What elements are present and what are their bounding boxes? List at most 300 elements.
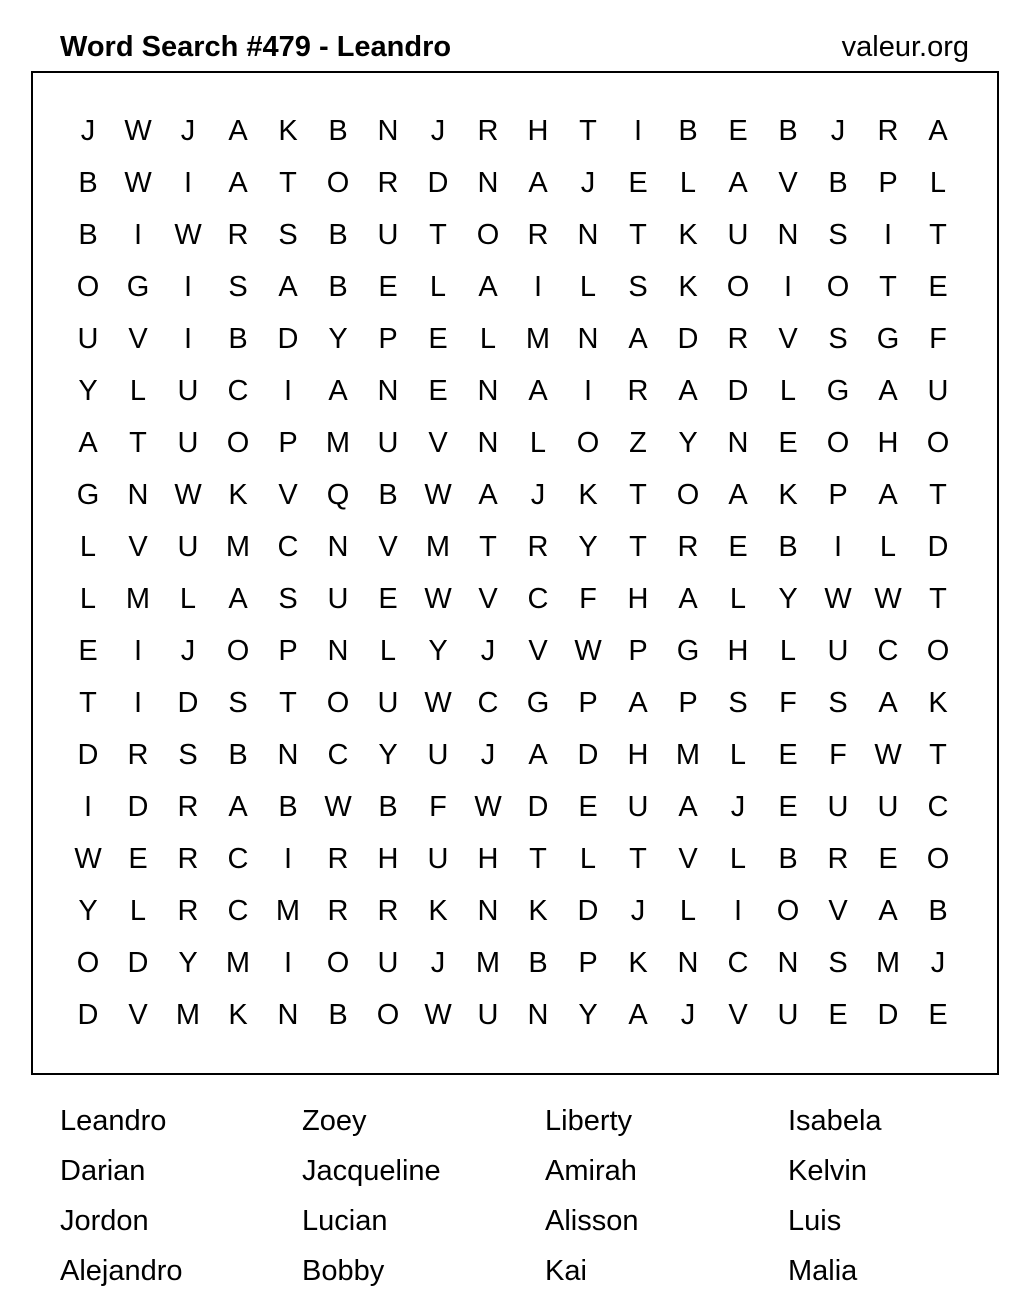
grid-cell: I [283, 843, 293, 875]
grid-cell: N [727, 427, 749, 459]
grid-row [63, 781, 963, 833]
grid-cell: O [676, 479, 700, 511]
grid-cell: T [279, 167, 297, 199]
grid-cell: A [528, 375, 548, 407]
grid-cell: E [778, 791, 798, 823]
word-list-item: Kelvin [788, 1155, 867, 1187]
grid-cell: G [676, 635, 700, 667]
grid-cell: I [183, 167, 193, 199]
grid-cell: U [777, 999, 799, 1031]
grid-cell: L [429, 271, 447, 303]
grid-cell: D [577, 739, 599, 771]
grid-cell: N [677, 947, 699, 979]
grid-cell: J [180, 115, 196, 147]
grid-cell: V [728, 999, 748, 1031]
grid-cell: J [430, 947, 446, 979]
grid-cell: E [378, 271, 398, 303]
grid-cell: N [477, 375, 499, 407]
grid-cell: H [527, 115, 549, 147]
word-list-item: Liberty [545, 1105, 633, 1137]
grid-cell: B [328, 219, 348, 251]
grid-cell: I [783, 271, 793, 303]
grid-cell: E [628, 167, 648, 199]
grid-cell: A [678, 583, 698, 615]
grid-cell: E [428, 375, 448, 407]
grid-cell: S [278, 219, 298, 251]
page-title: Word Search #479 - Leandro [60, 31, 452, 63]
grid-cell: K [278, 115, 298, 147]
grid-row [63, 573, 963, 625]
grid-cell: N [277, 739, 299, 771]
grid-cell: W [424, 479, 452, 511]
grid-cell: N [577, 323, 599, 355]
grid-cell: E [878, 843, 898, 875]
grid-cell: D [127, 947, 149, 979]
grid-cell: K [228, 999, 248, 1031]
grid-cell: J [630, 895, 646, 927]
grid-cell: B [228, 323, 248, 355]
grid-cell: B [378, 791, 398, 823]
grid-cell: P [278, 427, 298, 459]
grid-cell: S [628, 271, 648, 303]
grid-cell: V [478, 583, 498, 615]
grid-cell: D [177, 687, 199, 719]
grid-cell: I [133, 687, 143, 719]
grid-cell: R [727, 323, 749, 355]
grid-cell: M [525, 323, 551, 355]
grid-cell: I [283, 947, 293, 979]
grid-cell: O [926, 635, 950, 667]
grid-cell: I [633, 115, 643, 147]
grid-cell: Y [178, 947, 198, 979]
grid-cell: P [678, 687, 698, 719]
grid-cell: J [180, 635, 196, 667]
grid-cell: K [528, 895, 548, 927]
grid-cell: A [878, 375, 898, 407]
grid-cell: U [377, 947, 399, 979]
grid-cell: A [878, 895, 898, 927]
grid-cell: M [175, 999, 201, 1031]
grid-cell: E [928, 271, 948, 303]
grid-cell: W [874, 739, 902, 771]
grid-cell: S [828, 323, 848, 355]
grid-cell: B [328, 271, 348, 303]
grid-cell: G [826, 375, 850, 407]
grid-cell: L [679, 895, 697, 927]
grid-cell: U [877, 791, 899, 823]
grid-cell: I [183, 323, 193, 355]
grid-cell: U [177, 427, 199, 459]
grid-cell: Q [326, 479, 350, 511]
grid-cell: E [928, 999, 948, 1031]
grid-cell: L [129, 375, 147, 407]
grid-cell: P [828, 479, 848, 511]
grid-cell: D [927, 531, 949, 563]
grid-cell: A [878, 479, 898, 511]
word-list-item: Amirah [545, 1155, 637, 1187]
grid-cell: C [927, 791, 949, 823]
grid-cell: L [179, 583, 197, 615]
grid-cell: F [779, 687, 797, 719]
grid-cell: E [428, 323, 448, 355]
grid-cell: W [474, 791, 502, 823]
grid-cell: U [177, 531, 199, 563]
grid-cell: V [428, 427, 448, 459]
grid-cell: B [528, 947, 548, 979]
grid-cell: G [526, 687, 550, 719]
word-list [60, 1096, 1030, 1296]
grid-cell: V [128, 999, 148, 1031]
grid-cell: P [578, 947, 598, 979]
grid-cell: K [928, 687, 948, 719]
grid-cell: V [278, 479, 298, 511]
grid-cell: H [877, 427, 899, 459]
grid-cell: T [929, 479, 947, 511]
grid-cell: E [128, 843, 148, 875]
grid-cell: H [377, 843, 399, 875]
grid-cell: D [427, 167, 449, 199]
grid-cell: B [778, 531, 798, 563]
grid-cell: C [227, 843, 249, 875]
grid-cell: R [627, 375, 649, 407]
grid-cell: C [477, 687, 499, 719]
word-list-item: Isabela [788, 1105, 882, 1137]
grid-cell: O [326, 687, 350, 719]
grid-cell: W [874, 583, 902, 615]
grid-cell: N [477, 895, 499, 927]
grid-cell: R [377, 167, 399, 199]
grid-cell: T [529, 843, 547, 875]
grid-cell: T [629, 531, 647, 563]
grid-cell: N [777, 947, 799, 979]
grid-cell: U [327, 583, 349, 615]
grid-cell: V [528, 635, 548, 667]
grid-cell: A [78, 427, 98, 459]
grid-cell: M [875, 947, 901, 979]
grid-row [63, 105, 963, 157]
grid-cell: R [527, 219, 549, 251]
grid-cell: O [926, 843, 950, 875]
grid-cell: U [427, 843, 449, 875]
grid-cell: R [327, 895, 349, 927]
grid-cell: R [827, 843, 849, 875]
grid-cell: T [629, 843, 647, 875]
grid-cell: L [379, 635, 397, 667]
grid-cell: J [430, 115, 446, 147]
grid-cell: J [830, 115, 846, 147]
grid-cell: J [480, 739, 496, 771]
grid-cell: G [76, 479, 100, 511]
grid-cell: B [278, 791, 298, 823]
grid-cell: T [79, 687, 97, 719]
grid-cell: L [479, 323, 497, 355]
grid-cell: M [275, 895, 301, 927]
grid-row [63, 417, 963, 469]
grid-row [63, 365, 963, 417]
grid-cell: R [177, 843, 199, 875]
grid-cell: A [878, 687, 898, 719]
grid-cell: I [133, 635, 143, 667]
grid-cell: R [877, 115, 899, 147]
grid-cell: R [477, 115, 499, 147]
grid-cell: U [727, 219, 749, 251]
grid-cell: L [929, 167, 947, 199]
grid-cell: Y [778, 583, 798, 615]
grid-cell: W [424, 583, 452, 615]
grid-cell: C [727, 947, 749, 979]
grid-cell: O [326, 947, 350, 979]
grid-row [63, 625, 963, 677]
grid-cell: U [627, 791, 649, 823]
grid-cell: N [277, 999, 299, 1031]
grid-cell: O [76, 271, 100, 303]
grid-cell: H [627, 739, 649, 771]
grid-cell: Y [78, 375, 98, 407]
grid-cell: B [78, 219, 98, 251]
grid-cell: L [579, 271, 597, 303]
grid-cell: J [730, 791, 746, 823]
grid-cell: C [227, 895, 249, 927]
grid-cell: S [828, 219, 848, 251]
grid-cell: L [779, 635, 797, 667]
grid-cell: A [478, 479, 498, 511]
grid-cell: K [678, 219, 698, 251]
grid-cell: M [325, 427, 351, 459]
grid-cell: R [227, 219, 249, 251]
grid-cell: D [77, 999, 99, 1031]
word-list-item: Zoey [302, 1105, 367, 1137]
grid-cell: N [377, 115, 399, 147]
grid-cell: A [678, 375, 698, 407]
grid-cell: N [577, 219, 599, 251]
grid-cell: L [129, 895, 147, 927]
grid-cell: E [728, 531, 748, 563]
grid-cell: C [877, 635, 899, 667]
grid-cell: T [629, 479, 647, 511]
grid-cell: C [527, 583, 549, 615]
grid-cell: P [628, 635, 648, 667]
grid-cell: L [729, 583, 747, 615]
grid-cell: A [628, 999, 648, 1031]
word-list-item: Darian [60, 1155, 146, 1187]
grid-cell: O [226, 635, 250, 667]
grid-cell: O [376, 999, 400, 1031]
grid-cell: O [826, 271, 850, 303]
grid-cell: D [677, 323, 699, 355]
grid-row [63, 885, 963, 937]
grid-cell: J [680, 999, 696, 1031]
grid-cell: E [78, 635, 98, 667]
grid-cell: N [127, 479, 149, 511]
grid-cell: J [580, 167, 596, 199]
grid-cell: I [133, 219, 143, 251]
grid-cell: R [377, 895, 399, 927]
grid-cell: I [883, 219, 893, 251]
grid-cell: S [178, 739, 198, 771]
grid-cell: T [929, 739, 947, 771]
word-list-item: Alisson [545, 1205, 639, 1237]
grid-cell: O [226, 427, 250, 459]
word-list-item: Kai [545, 1255, 587, 1287]
grid-cell: K [628, 947, 648, 979]
grid-cell: P [378, 323, 398, 355]
word-list-item: Malia [788, 1255, 858, 1287]
grid-cell: T [429, 219, 447, 251]
grid-cell: A [728, 479, 748, 511]
grid-cell: L [79, 583, 97, 615]
grid-cell: W [824, 583, 852, 615]
grid-cell: V [128, 531, 148, 563]
grid-cell: N [327, 531, 349, 563]
letter-grid [63, 105, 963, 1041]
grid-cell: J [480, 635, 496, 667]
grid-cell: A [628, 687, 648, 719]
grid-cell: Y [678, 427, 698, 459]
grid-row [63, 833, 963, 885]
grid-cell: A [478, 271, 498, 303]
grid-cell: M [475, 947, 501, 979]
grid-cell: W [424, 999, 452, 1031]
grid-cell: V [678, 843, 698, 875]
grid-row [63, 157, 963, 209]
grid-row [63, 729, 963, 781]
grid-cell: A [228, 115, 248, 147]
grid-cell: D [877, 999, 899, 1031]
grid-cell: W [574, 635, 602, 667]
grid-cell: N [477, 427, 499, 459]
grid-cell: B [78, 167, 98, 199]
grid-cell: L [779, 375, 797, 407]
grid-cell: L [729, 739, 747, 771]
grid-cell: L [879, 531, 897, 563]
site-url: valeur.org [841, 31, 969, 63]
grid-cell: G [126, 271, 150, 303]
grid-cell: A [228, 583, 248, 615]
grid-cell: Y [578, 999, 598, 1031]
grid-cell: C [277, 531, 299, 563]
grid-cell: J [530, 479, 546, 511]
grid-cell: V [378, 531, 398, 563]
grid-cell: O [826, 427, 850, 459]
grid-cell: M [225, 531, 251, 563]
grid-cell: B [328, 115, 348, 147]
grid-cell: U [927, 375, 949, 407]
grid-cell: C [327, 739, 349, 771]
grid-cell: A [928, 115, 948, 147]
grid-cell: E [378, 583, 398, 615]
grid-cell: A [228, 167, 248, 199]
grid-cell: F [829, 739, 847, 771]
grid-cell: Y [78, 895, 98, 927]
grid-row [63, 989, 963, 1041]
grid-cell: R [177, 895, 199, 927]
grid-cell: S [828, 947, 848, 979]
grid-cell: T [279, 687, 297, 719]
grid-row [63, 313, 963, 365]
grid-cell: R [327, 843, 349, 875]
grid-cell: F [929, 323, 947, 355]
grid-cell: L [579, 843, 597, 875]
grid-cell: C [227, 375, 249, 407]
word-list-item: Alejandro [60, 1255, 183, 1287]
grid-cell: L [529, 427, 547, 459]
grid-cell: W [74, 843, 102, 875]
grid-cell: K [678, 271, 698, 303]
grid-cell: B [778, 115, 798, 147]
grid-cell: O [326, 167, 350, 199]
grid-cell: U [427, 739, 449, 771]
grid-cell: A [328, 375, 348, 407]
grid-cell: A [528, 739, 548, 771]
grid-cell: E [778, 739, 798, 771]
grid-cell: T [579, 115, 597, 147]
grid-row [63, 209, 963, 261]
grid-cell: U [377, 427, 399, 459]
grid-cell: W [174, 219, 202, 251]
grid-cell: U [827, 635, 849, 667]
grid-cell: T [879, 271, 897, 303]
grid-cell: K [428, 895, 448, 927]
grid-cell: A [628, 323, 648, 355]
grid-cell: D [127, 791, 149, 823]
grid-row [63, 521, 963, 573]
grid-cell: N [477, 167, 499, 199]
grid-cell: D [527, 791, 549, 823]
grid-cell: W [124, 115, 152, 147]
grid-cell: M [125, 583, 151, 615]
grid-cell: U [377, 687, 399, 719]
grid-cell: B [228, 739, 248, 771]
grid-cell: A [228, 791, 248, 823]
grid-cell: R [127, 739, 149, 771]
grid-cell: E [578, 791, 598, 823]
grid-cell: I [183, 271, 193, 303]
grid-cell: N [527, 999, 549, 1031]
grid-cell: B [828, 167, 848, 199]
grid-cell: A [528, 167, 548, 199]
grid-cell: E [728, 115, 748, 147]
grid-cell: V [128, 323, 148, 355]
grid-cell: S [728, 687, 748, 719]
grid-cell: O [726, 271, 750, 303]
grid-cell: U [77, 323, 99, 355]
grid-cell: S [278, 583, 298, 615]
grid-cell: Z [629, 427, 647, 459]
grid-cell: D [77, 739, 99, 771]
word-list-item: Jordon [60, 1205, 149, 1237]
grid-cell: G [876, 323, 900, 355]
grid-cell: O [926, 427, 950, 459]
grid-cell: O [776, 895, 800, 927]
grid-cell: B [678, 115, 698, 147]
word-list-item: Luis [788, 1205, 842, 1237]
grid-cell: O [76, 947, 100, 979]
grid-cell: I [533, 271, 543, 303]
grid-cell: S [828, 687, 848, 719]
word-list-item: Lucian [302, 1205, 388, 1237]
grid-cell: A [678, 791, 698, 823]
grid-cell: T [929, 583, 947, 615]
grid-cell: N [377, 375, 399, 407]
grid-cell: N [327, 635, 349, 667]
grid-cell: T [629, 219, 647, 251]
grid-cell: H [477, 843, 499, 875]
grid-cell: L [79, 531, 97, 563]
grid-cell: F [579, 583, 597, 615]
grid-cell: P [278, 635, 298, 667]
grid-cell: K [778, 479, 798, 511]
grid-cell: U [377, 219, 399, 251]
